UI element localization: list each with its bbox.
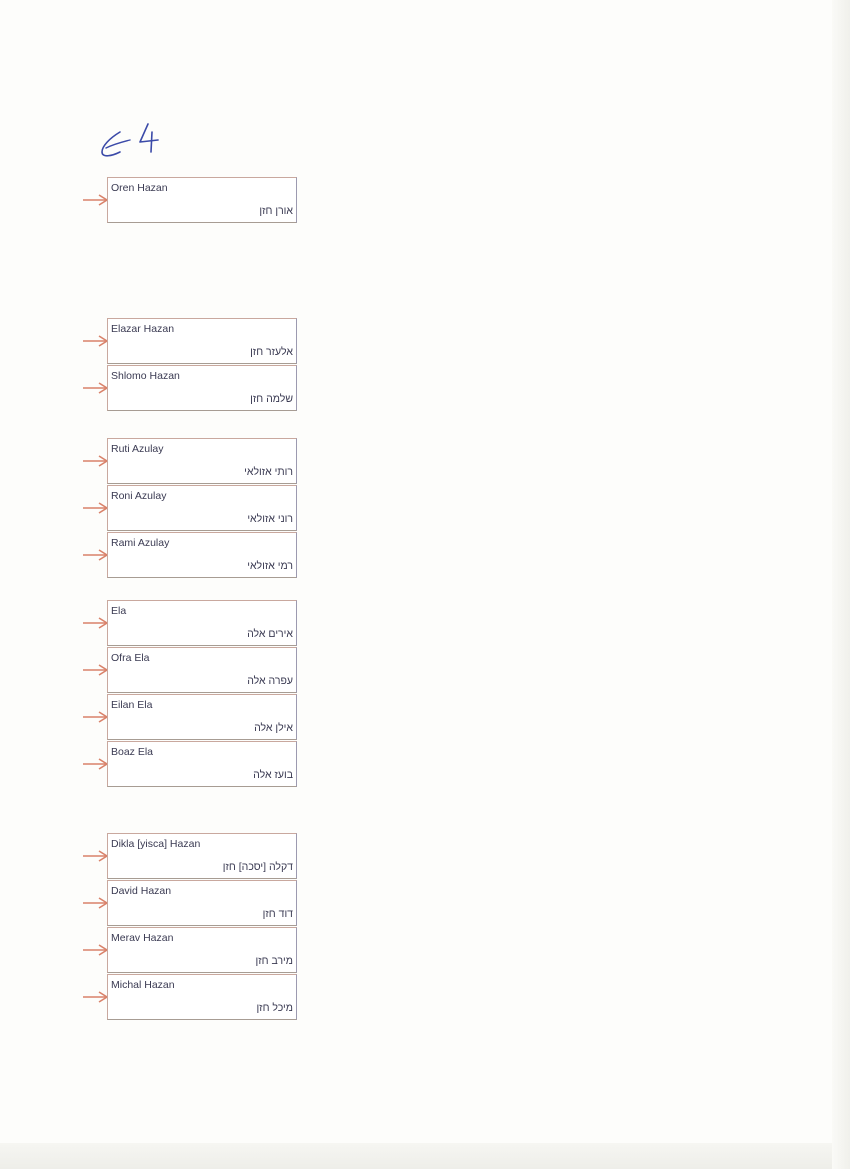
person-name-english: Roni Azulay xyxy=(111,490,167,502)
person-name-english: David Hazan xyxy=(111,885,172,897)
person-name-hebrew: שלמה חזן xyxy=(250,393,293,405)
person-card[interactable] xyxy=(107,532,297,578)
person-name-english: Michal Hazan xyxy=(111,979,175,991)
arrow-right-icon xyxy=(82,663,110,677)
person-name-english: Shlomo Hazan xyxy=(111,370,180,382)
person-entry xyxy=(82,532,298,578)
person-name-english: Boaz Ela xyxy=(111,746,154,758)
person-name-hebrew: מירב חזן xyxy=(255,955,293,967)
person-entry xyxy=(82,927,298,973)
person-entry xyxy=(82,177,298,223)
person-entry xyxy=(82,741,298,787)
person-card[interactable] xyxy=(107,485,297,531)
arrow-right-icon xyxy=(82,381,110,395)
person-entry xyxy=(82,485,298,531)
scan-bottom-edge xyxy=(0,1143,850,1169)
person-name-hebrew: אורן חזן xyxy=(259,205,293,217)
person-entry xyxy=(82,647,298,693)
person-entry xyxy=(82,880,298,926)
arrow-right-icon xyxy=(82,896,110,910)
person-card[interactable] xyxy=(107,880,297,926)
person-name-hebrew: אילן אלה xyxy=(254,722,293,734)
person-name-english: Rami Azulay xyxy=(111,537,170,549)
arrow-right-icon xyxy=(82,334,110,348)
person-card[interactable] xyxy=(107,365,297,411)
person-name-english: Elazar Hazan xyxy=(111,323,175,335)
person-entry xyxy=(82,694,298,740)
person-name-hebrew: בועז אלה xyxy=(253,769,293,781)
person-card[interactable] xyxy=(107,974,297,1020)
person-name-english: Eilan Ela xyxy=(111,699,153,711)
person-name-hebrew: עפרה אלה xyxy=(247,675,293,687)
arrow-right-icon xyxy=(82,454,110,468)
person-entry xyxy=(82,600,298,646)
person-entry xyxy=(82,833,298,879)
arrow-right-icon xyxy=(82,616,110,630)
person-card[interactable] xyxy=(107,438,297,484)
person-name-hebrew: מיכל חזן xyxy=(256,1002,293,1014)
arrow-right-icon xyxy=(82,193,110,207)
person-name-hebrew: דקלה [יסכה] חזן xyxy=(222,861,293,873)
arrow-right-icon xyxy=(82,943,110,957)
person-entry xyxy=(82,974,298,1020)
person-card[interactable] xyxy=(107,741,297,787)
person-name-english: Ofra Ela xyxy=(111,652,150,664)
person-name-hebrew: רותי אזולאי xyxy=(244,466,293,478)
arrow-right-icon xyxy=(82,501,110,515)
arrow-right-icon xyxy=(82,710,110,724)
person-name-english: Ela xyxy=(111,605,127,617)
person-card[interactable] xyxy=(107,694,297,740)
person-card[interactable] xyxy=(107,318,297,364)
arrow-right-icon xyxy=(82,548,110,562)
person-name-english: Merav Hazan xyxy=(111,932,174,944)
person-name-hebrew: רמי אזולאי xyxy=(247,560,293,572)
person-card[interactable] xyxy=(107,833,297,879)
person-name-hebrew: אירים אלה xyxy=(247,628,293,640)
arrow-right-icon xyxy=(82,990,110,1004)
handwritten-mark xyxy=(96,118,176,166)
person-entry xyxy=(82,438,298,484)
person-card[interactable] xyxy=(107,600,297,646)
person-name-english: Ruti Azulay xyxy=(111,443,164,455)
person-name-english: Oren Hazan xyxy=(111,182,168,194)
person-entry xyxy=(82,318,298,364)
person-name-hebrew: דוד חזן xyxy=(262,908,293,920)
person-card[interactable] xyxy=(107,177,297,223)
person-name-english: Dikla [yisca] Hazan xyxy=(111,838,201,850)
person-name-hebrew: אלעזר חזן xyxy=(250,346,293,358)
person-card[interactable] xyxy=(107,647,297,693)
arrow-right-icon xyxy=(82,757,110,771)
arrow-right-icon xyxy=(82,849,110,863)
person-entry xyxy=(82,365,298,411)
person-card[interactable] xyxy=(107,927,297,973)
scan-right-edge xyxy=(832,0,850,1169)
person-name-hebrew: רוני אזולאי xyxy=(247,513,293,525)
